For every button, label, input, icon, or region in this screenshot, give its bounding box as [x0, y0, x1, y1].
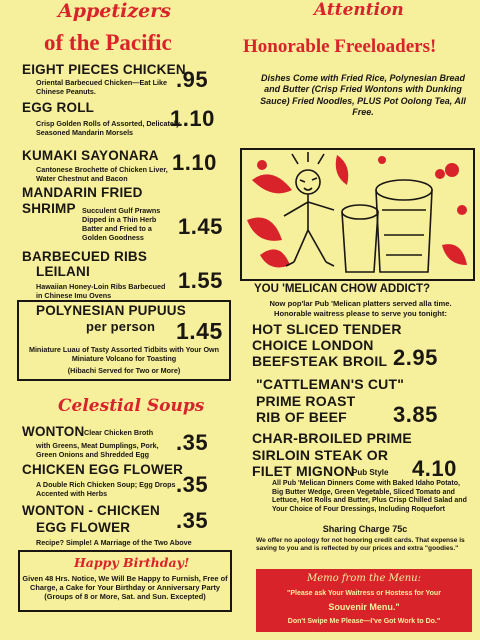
- item-name: EIGHT PIECES CHICKEN: [22, 62, 186, 77]
- steak-line1: "CATTLEMAN'S CUT": [256, 376, 405, 392]
- memo-line3: Don't Swipe Me Please—I've Got Work to Do.": [287, 618, 441, 625]
- appetizers-heading: Appetizers: [58, 0, 171, 22]
- sharing-charge: Sharing Charge 75c: [322, 524, 408, 534]
- addict-title: YOU 'MELICAN CHOW ADDICT?: [254, 283, 431, 295]
- item-name-line2: LEILANI: [36, 264, 90, 279]
- item-desc: Crisp Golden Rolls of Assorted, Delicately Seasoned Mandarin Morsels: [36, 119, 180, 137]
- item-desc: Succulent Gulf Prawns Dipped in a Thin Herb Batter and Fried to a Golden Goodness: [82, 206, 161, 242]
- item-name-line2: SHRIMP: [22, 201, 76, 216]
- pupus-sub: per person: [86, 319, 156, 334]
- tiki-drummer-illustration: [242, 150, 473, 279]
- item-name: BARBECUED RIBS: [22, 249, 148, 264]
- tiki-illustration: [240, 148, 475, 281]
- steak-price: 3.85: [393, 402, 438, 427]
- item-name: KUMAKI SAYONARA: [22, 148, 159, 163]
- memo-line1: "Please ask Your Waitress or Hostess for Your: [287, 590, 441, 597]
- pupus-name: POLYNESIAN PUPUUS: [36, 303, 186, 318]
- soup-desc: with Greens, Meat Dumplings, Pork, Green Onions and Shredded Egg: [36, 441, 159, 459]
- intro-text: Dishes Come with Fried Rice, Polynesian Bread and Butter (Crisp Fried Wontons with Dunking Sauce) Fried Noodles, PLUS Pot Oolong Tea, All Free.: [260, 73, 466, 117]
- birthday-text: Given 48 Hrs. Notice, We Will Be Happy to Furnish, Free of Charge, a Cake for Your Birthday or Anniversary Party (Groups of 8 or More, Sat. and Sun. Excepted): [22, 574, 228, 602]
- steak-line1: HOT SLICED TENDER: [252, 321, 402, 337]
- item-desc: Cantonese Brochette of Chicken Liver, Water Chestnut and Bacon: [36, 165, 168, 183]
- steak-price: 2.95: [393, 345, 438, 370]
- item-name: EGG ROLL: [22, 100, 95, 115]
- addict-sub1: Now pop'lar Pub 'Melican platters served alla time.: [269, 299, 452, 308]
- steak-line2: SIRLOIN STEAK OR: [252, 447, 389, 463]
- item-price: .95: [176, 67, 209, 92]
- item-price: 1.45: [178, 214, 223, 239]
- soup-price: .35: [176, 430, 209, 455]
- credit-note: We offer no apology for not honoring credit cards. That expense is saving to you and is reflected by our prices and extra "goodies.": [256, 537, 465, 553]
- pupus-price: 1.45: [176, 318, 223, 344]
- soup-desc: Recipe? Simple! A Marriage of the Two Above: [36, 538, 192, 547]
- item-desc: Hawaiian Honey-Loin Ribs Barbecued in Chinese Imu Ovens: [36, 282, 166, 300]
- item-name: MANDARIN FRIED: [22, 185, 143, 200]
- steak-line3: BEEFSTEAK BROIL: [252, 353, 388, 369]
- steak-line2: PRIME ROAST: [256, 393, 356, 409]
- soup-name: WONTON - CHICKEN: [22, 503, 160, 518]
- birthday-title: Happy Birthday!: [74, 555, 190, 570]
- soup-name: WONTON: [22, 424, 85, 439]
- soup-name-line2: EGG FLOWER: [36, 520, 131, 535]
- steak-line1: CHAR-BROILED PRIME: [252, 430, 412, 446]
- memo-line2: Souvenir Menu.": [328, 602, 400, 612]
- memo-title: Memo from the Menu:: [307, 573, 421, 584]
- soups-heading: Celestial Soups: [58, 396, 205, 416]
- item-price: 1.10: [172, 150, 217, 175]
- soup-name: CHICKEN EGG FLOWER: [22, 462, 184, 477]
- steak-price: 4.10: [412, 456, 457, 481]
- freeloaders-heading: Honorable Freeloaders!: [243, 36, 437, 57]
- attention-heading: Attention: [314, 0, 404, 20]
- item-price: 1.10: [170, 106, 215, 131]
- soup-desc: A Double Rich Chicken Soup; Egg Drops Accented with Herbs: [36, 480, 176, 498]
- item-price: 1.55: [178, 268, 223, 293]
- steak-desc: All Pub 'Melican Dinners Come with Baked Idaho Potato, Big Butter Wedge, Green Vegetable, Sliced Tomato and Lettuce, Hot Rolls and Butter, Plus Crisp Chilled Salad and Your Choice of Four Dressings, Including Roquefort: [272, 480, 467, 513]
- steak-suffix: Pub Style: [352, 468, 389, 477]
- pupus-desc: Miniature Luau of Tasty Assorted Tidbits with Your Own Miniature Volcano for Toasting: [28, 345, 220, 363]
- pupus-note: (Hibachi Served for Two or More): [67, 366, 181, 375]
- item-desc: Oriental Barbecued Chicken—Eat Like Chinese Peanuts.: [36, 78, 168, 96]
- soup-price: .35: [176, 472, 209, 497]
- soup-price: .35: [176, 508, 209, 533]
- addict-sub2: Honorable waitress please to serve you tonight:: [273, 309, 447, 318]
- steak-line3: FILET MIGNON: [252, 463, 355, 479]
- steak-line3: RIB OF BEEF: [256, 409, 347, 425]
- soup-desc-inline: Clear Chicken Broth: [84, 428, 154, 437]
- pacific-heading: of the Pacific: [44, 30, 172, 55]
- steak-line2: CHOICE LONDON: [252, 337, 374, 353]
